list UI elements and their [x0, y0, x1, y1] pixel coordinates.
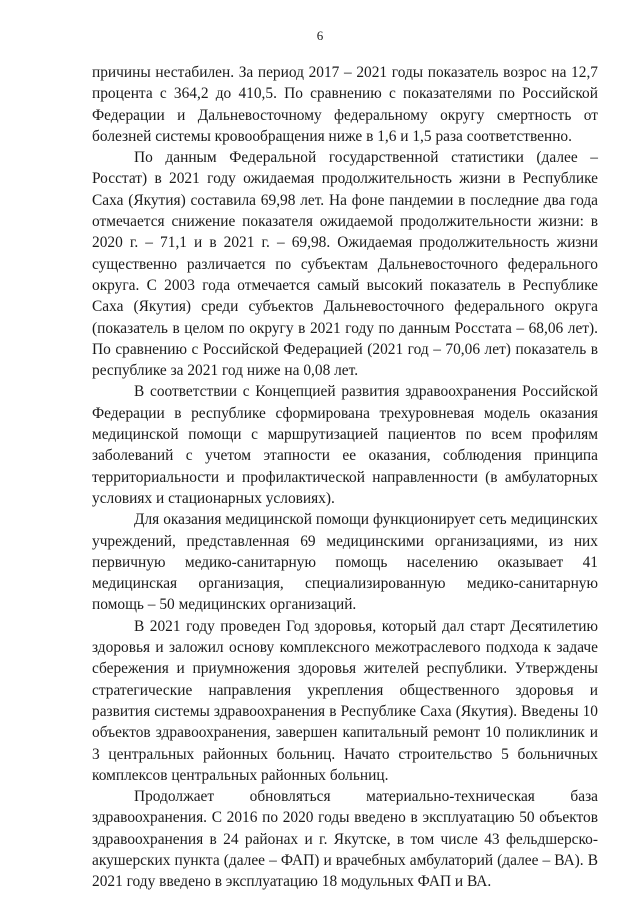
document-body: [92, 62, 598, 893]
paragraph-infrastructure: Продолжает обновляться материально-техническая база здравоохранения. С 2016 по 2020 годы введено в эксплуатацию 50 объектов здравоохранения в 24 районах и г. Якутске, в том числе 43 фельдшерско-акушерских пункта (далее – ФАП) и врачебных амбулаторий (далее – ВА). В 2021 году введено в эксплуатацию 18 модульных ФАП и ВА.: [92, 788, 598, 891]
paragraph-year-of-health: В 2021 году проведен Год здоровья, который дал старт Десятилетию здоровья и заложил основу комплексного межотраслевого подхода к задаче сбережения и приумножения здоровья жителей республики. Утверждены стратегические направления укрепления общественного здоровья и развития системы здравоохранения в Республике Саха (Якутия). Введены 10 объектов здравоохранения, завершен капитальный ремонт 10 поликлиник и 3 центральных районных больниц. Начато строительство 5 больничных комплексов центральных районных больниц.: [92, 617, 598, 784]
page-number: 6: [316, 28, 324, 43]
paragraph-life-expectancy: По данным Федеральной государственной статистики (далее – Росстат) в 2021 году ожидаемая продолжительность жизни в Республике Саха (Якутия) составила 69,98 лет. На фоне пандемии в последние два года отмечается снижение показателя ожидаемой продолжительности жизни: в 2020 г. – 71,1 и в 2021 г. – 69,98. Ожидаемая продолжительность жизни существенно различается по субъектам Дальневосточного федерального округа. С 2003 года отмечается самый высокий показатель в Республике Саха (Якутия) среди субъектов Дальневосточного федерального округа (показатель в целом по округу в 2021 году по данным Росстата – 68,06 лет). По сравнению с Российской Федерацией (2021 год – 70,06 лет) показатель в республике за 2021 год ниже на 0,08 лет.: [92, 149, 598, 380]
paragraph-care-model: В соответствии с Концепцией развития здравоохранения Российской Федерации в республике сформирована трехуровневая модель оказания медицинской помощи с маршрутизацией пациентов по всем профилям заболеваний с учетом этапности ее оказания, соблюдения принципа территориальности и профилактической направленности (в амбулаторных условиях и стационарных условиях).: [92, 383, 598, 507]
paragraph-medical-network: Для оказания медицинской помощи функционирует сеть медицинских учреждений, представленная 69 медицинскими организациями, из них первичную медико-санитарную помощь населению оказывает 41 медицинская организация, специализированную медико-санитарную помощь – 50 медицинских организаций.: [92, 511, 598, 614]
paragraph-continuation: причины нестабилен. За период 2017 – 2021 годы показатель возрос на 12,7 процента с 364,2 до 410,5. По сравнению с показателями по Российской Федерации и Дальневосточному федеральному округу смертность от болезней системы кровообращения ниже в 1,6 и 1,5 раза соответственно.: [92, 64, 598, 145]
